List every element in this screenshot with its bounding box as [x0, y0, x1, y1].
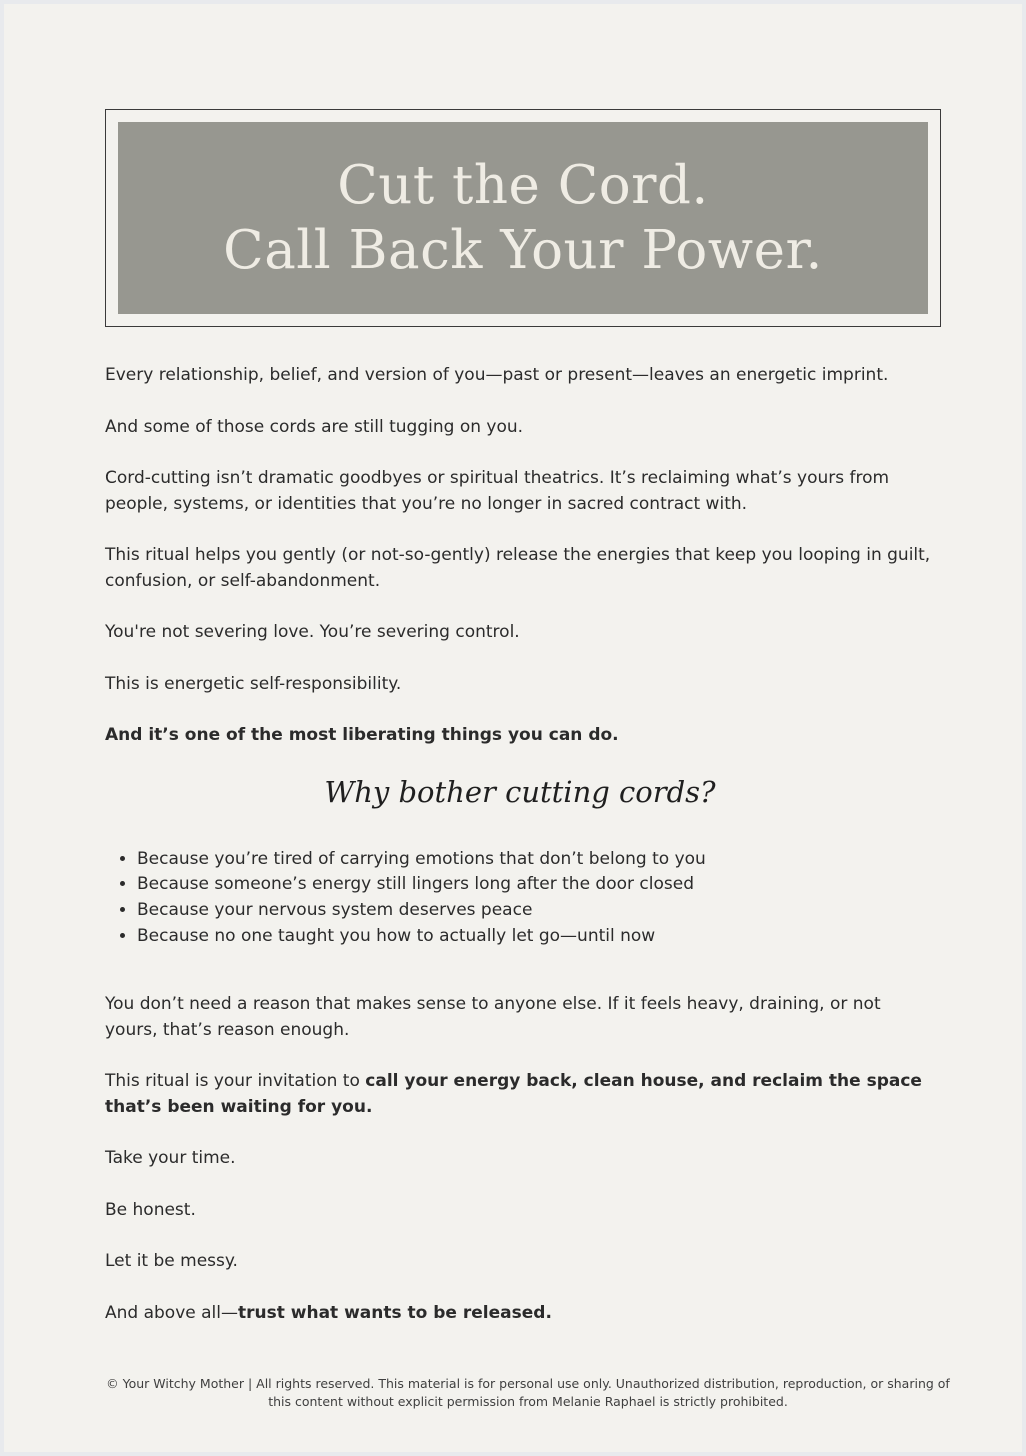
title-line-1: Cut the Cord. [337, 155, 709, 216]
list-item: • Because you’re tired of carrying emotions that don’t belong to you [137, 847, 935, 873]
list-item: • Because no one taught you how to actually let go—until now [137, 924, 935, 950]
intro-paragraph-3: Cord-cutting isn’t dramatic goodbyes or spiritual theatrics. It’s reclaiming what’s yours from people, systems, or identities that you’re no longer in sacred contract with. [105, 468, 890, 514]
copyright-footer: © Your Witchy Mother | All rights reserved. This material is for personal use only. Unauthorized distribution, reproduction, or sharing of this content without explicit permission from Melanie Raphael is strictly prohibited. [106, 1376, 950, 1409]
closing-paragraph-1: You don’t need a reason that makes sense to anyone else. If it feels heavy, draining, or not yours, that’s reason enough. [105, 994, 881, 1040]
closing-paragraph-5: Let it be messy. [105, 1251, 238, 1272]
section-heading-why: Why bother cutting cords? [324, 774, 716, 809]
document-page [4, 4, 1022, 1452]
intro-paragraph-4: This ritual helps you gently (or not-so-gently) release the energies that keep you looping in guilt, confusion, or self-abandonment. [105, 545, 931, 591]
closing-paragraph-2-emphasis: call your energy back, clean house, and reclaim the space that’s been waiting for you. [105, 1071, 922, 1117]
intro-paragraph-7: And it’s one of the most liberating things you can do. [105, 725, 619, 745]
closing-paragraph-3: Take your time. [105, 1148, 236, 1169]
list-item: • Because your nervous system deserves peace [137, 898, 935, 924]
reasons-list [105, 847, 935, 950]
title-line-2: Call Back Your Power. [223, 220, 823, 281]
closing-paragraph-6 [105, 1301, 935, 1327]
closing-paragraph-2-prefix: This ritual is your invitation to [105, 1071, 366, 1092]
closing-paragraph-4: Be honest. [105, 1199, 196, 1220]
title-frame [105, 109, 941, 327]
intro-paragraph-1: Every relationship, belief, and version of you—past or present—leaves an energetic imprint. [105, 365, 889, 385]
closing-paragraph-2 [105, 1069, 935, 1120]
closing-paragraph-6-emphasis: trust what wants to be released. [238, 1302, 552, 1323]
title-banner [118, 122, 928, 314]
intro-paragraph-6: This is energetic self-responsibility. [105, 673, 402, 694]
intro-paragraph-2: And some of those cords are still tugging on you. [105, 416, 524, 437]
intro-paragraph-5: You're not severing love. You’re severing control. [105, 622, 520, 642]
document-body [105, 363, 935, 1352]
closing-paragraph-6-prefix: And above all— [105, 1302, 238, 1323]
list-item: • Because someone’s energy still lingers long after the door closed [137, 872, 935, 898]
